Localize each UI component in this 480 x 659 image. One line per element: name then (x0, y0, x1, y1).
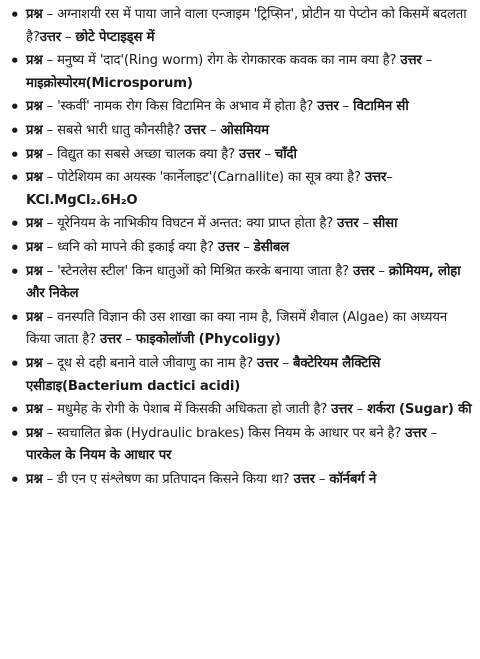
answer-text: विटामिन सी (353, 99, 409, 115)
answer-label: उत्तर (331, 402, 353, 418)
question-text: मधुमेह के रोगी के पेशाब में किसकी अधिकता हो जाती है? (57, 402, 328, 418)
answer-text: डेसीबल (253, 239, 290, 255)
bullet-icon: • (10, 308, 20, 327)
qa-item-1: • प्रश्न – अग्नाशयी रस में पाया जाने वाला एन्जाइम 'ट्रिप्सिन', प्रोटीन या पेप्टोन को किसमें बदलता है?उत्तर – छोटे पेप्टाइड्स में (10, 6, 467, 45)
answer-text: माइक्रोस्पोरम(Microsporum) (26, 75, 193, 91)
question-label: प्रश्न (26, 122, 43, 138)
answer-label: उत्तर (400, 53, 422, 69)
bullet-icon: • (10, 401, 20, 420)
qa-item-12: • प्रश्न – मधुमेह के रोगी के पेशाब में किसकी अधिकता हो जाती है? उत्तर – शर्करा (Sugar) की (8, 399, 474, 422)
bullet-icon: • (10, 98, 20, 117)
bullet-icon: • (10, 6, 20, 24)
answer-label: उत्तर (99, 332, 122, 348)
bullet-icon: • (10, 238, 20, 257)
question-text: यूरेनियम के नाभिकीय विघटन में अन्तत: क्या प्राप्त होता है? (57, 216, 334, 232)
question-text: डी एन ए संश्लेषण का प्रतिपादन किसने किया था? (57, 471, 290, 487)
qa-item-11: • प्रश्न – दूध से दही बनाने वाले जीवाणु का नाम है? उत्तर – बैक्टेरियम लैक्टिसि एसीडाइ(Bacterium dactici acidi) (10, 354, 381, 394)
question-text: पोटेशियम का अयस्क 'कार्नेलाइट'(Carnallite) का सूत्र क्या है? (57, 170, 361, 186)
question-text: ध्वनि को मापने की इकाई क्या है? (57, 239, 214, 255)
answer-label: उत्तर (364, 170, 387, 186)
question-label: प्रश्न (26, 146, 43, 162)
answer-text: चाँदी (274, 146, 297, 162)
answer-text: शर्करा (Sugar) की (367, 402, 472, 418)
answer-text: कॉर्नबर्ग ने (329, 471, 377, 487)
question-label: प्रश्न (26, 53, 43, 69)
answer-label: उत्तर (293, 471, 315, 487)
qa-item-3: • प्रश्न – 'स्कर्वी' नामक रोग किस विटामिन के अभाव में होता है? उत्तर – विटामिन सी (8, 96, 474, 119)
answer-label: उत्तर (239, 146, 261, 162)
answer-label: उत्तर (353, 263, 375, 279)
question-text: स्वचालित ब्रेक (Hydraulic brakes) किस नियम के आधार पर बने है? (57, 425, 402, 441)
qa-item-7: • प्रश्न – यूरेनियम के नाभिकीय विघटन में अन्तत: क्या प्राप्त होता है? उत्तर – सीसा (8, 213, 474, 236)
question-text: दूध से दही बनाने वाले जीवाणु का नाम है? (57, 355, 254, 371)
qa-item-6: • प्रश्न – पोटेशियम का अयस्क 'कार्नेलाइट'(Carnallite) का सूत्र क्या है? उत्तर–KCl.MgCl₂.6H₂O (10, 169, 393, 208)
bullet-icon: • (10, 424, 20, 443)
qa-item-4: • प्रश्न – सबसे भारी धातु कौनसीहै? उत्तर – ओसमियम (8, 120, 474, 143)
qa-item-10: • प्रश्न – वनस्पति विज्ञान की उस शाखा का क्या नाम है, जिसमें शैवाल (Algae) का अध्ययन किया जाता है? उत्तर – फाइकोलॉजी (Phycoligy) (10, 308, 448, 348)
question-label: प्रश्न (26, 99, 43, 115)
answer-text: ओसमियम (220, 122, 269, 138)
bullet-icon: • (10, 470, 20, 489)
bullet-icon: • (10, 262, 20, 281)
question-label: प्रश्न (26, 170, 43, 186)
bullet-icon: • (10, 52, 20, 71)
qa-item-9: • प्रश्न – 'स्टेनलेस स्टील' किन धातुओं को मिश्रित करके बनाया जाता है? उत्तर – क्रोमियम, लोहा और निकेल (10, 262, 461, 302)
bullet-icon: • (10, 169, 20, 188)
question-label: प्रश्न (26, 263, 43, 279)
question-label: प्रश्न (26, 7, 43, 22)
question-text: 'स्कर्वी' नामक रोग किस विटामिन के अभाव में होता है? (57, 99, 314, 115)
answer-text: सीसा (373, 216, 398, 232)
question-text: मनुष्य में 'दाद'(Ring worm) रोग के रोगकारक कवक का नाम क्या है? (57, 53, 397, 69)
question-answer-list (8, 4, 474, 491)
answer-text: छोटे पेप्टाइड्स में (75, 29, 155, 45)
answer-label: उत्तर (405, 425, 427, 441)
answer-text: पारकेल के नियम के आधार पर (26, 448, 172, 464)
bullet-icon: • (10, 145, 20, 164)
question-label: प्रश्न (26, 309, 43, 325)
question-text: 'स्टेनलेस स्टील' किन धातुओं को मिश्रित करके बनाया जाता है? (57, 263, 350, 279)
question-label: प्रश्न (26, 425, 43, 441)
qa-item-8: • प्रश्न – ध्वनि को मापने की इकाई क्या है? उत्तर – डेसीबल (8, 237, 474, 260)
answer-text: फाइकोलॉजी (Phycoligy) (135, 332, 281, 348)
answer-text: बैक्टेरियम लैक्टिसि एसीडाइ(Bacterium dactici acidi) (26, 355, 381, 394)
question-label: प्रश्न (26, 239, 43, 255)
question-text: सबसे भारी धातु कौनसीहै? (57, 122, 181, 138)
question-label: प्रश्न (26, 402, 43, 418)
answer-text: KCl.MgCl₂.6H₂O (26, 192, 138, 208)
qa-item-13: • प्रश्न – स्वचालित ब्रेक (Hydraulic brakes) किस नियम के आधार पर बने है? उत्तर – पारकेल के नियम के आधार पर (10, 424, 438, 464)
question-label: प्रश्न (26, 216, 43, 232)
answer-label: उत्तर (257, 355, 279, 371)
answer-label: उत्तर (337, 216, 359, 232)
question-label: प्रश्न (26, 471, 43, 487)
qa-item-5: • प्रश्न – विद्युत का सबसे अच्छा चालक क्या है? उत्तर – चाँदी (8, 144, 474, 167)
bullet-icon: • (10, 215, 20, 234)
answer-label: उत्तर (184, 122, 206, 138)
question-text: अग्नाशयी रस में पाया जाने वाला एन्जाइम 'ट्रिप्सिन', प्रोटीन या पेप्टोन को किसमें बदलता है? (26, 7, 467, 45)
answer-text: क्रोमियम, लोहा और निकेल (26, 263, 461, 302)
question-label: प्रश्न (26, 355, 43, 371)
answer-label: उत्तर (39, 29, 61, 45)
answer-label: उत्तर (317, 99, 339, 115)
question-text: विद्युत का सबसे अच्छा चालक क्या है? (57, 146, 235, 162)
answer-label: उत्तर (217, 239, 240, 255)
question-text: वनस्पति विज्ञान की उस शाखा का क्या नाम है, जिसमें शैवाल (Algae) का अध्ययन किया जाता है? (26, 309, 448, 348)
bullet-icon: • (10, 121, 20, 140)
qa-item-2: • प्रश्न – मनुष्य में 'दाद'(Ring worm) रोग के रोगकारक कवक का नाम क्या है? उत्तर – माइक्रोस्पोरम(Microsporum) (10, 52, 433, 91)
qa-item-14: • प्रश्न – डी एन ए संश्लेषण का प्रतिपादन किसने किया था? उत्तर – कॉर्नबर्ग ने (8, 469, 474, 492)
bullet-icon: • (10, 354, 20, 373)
